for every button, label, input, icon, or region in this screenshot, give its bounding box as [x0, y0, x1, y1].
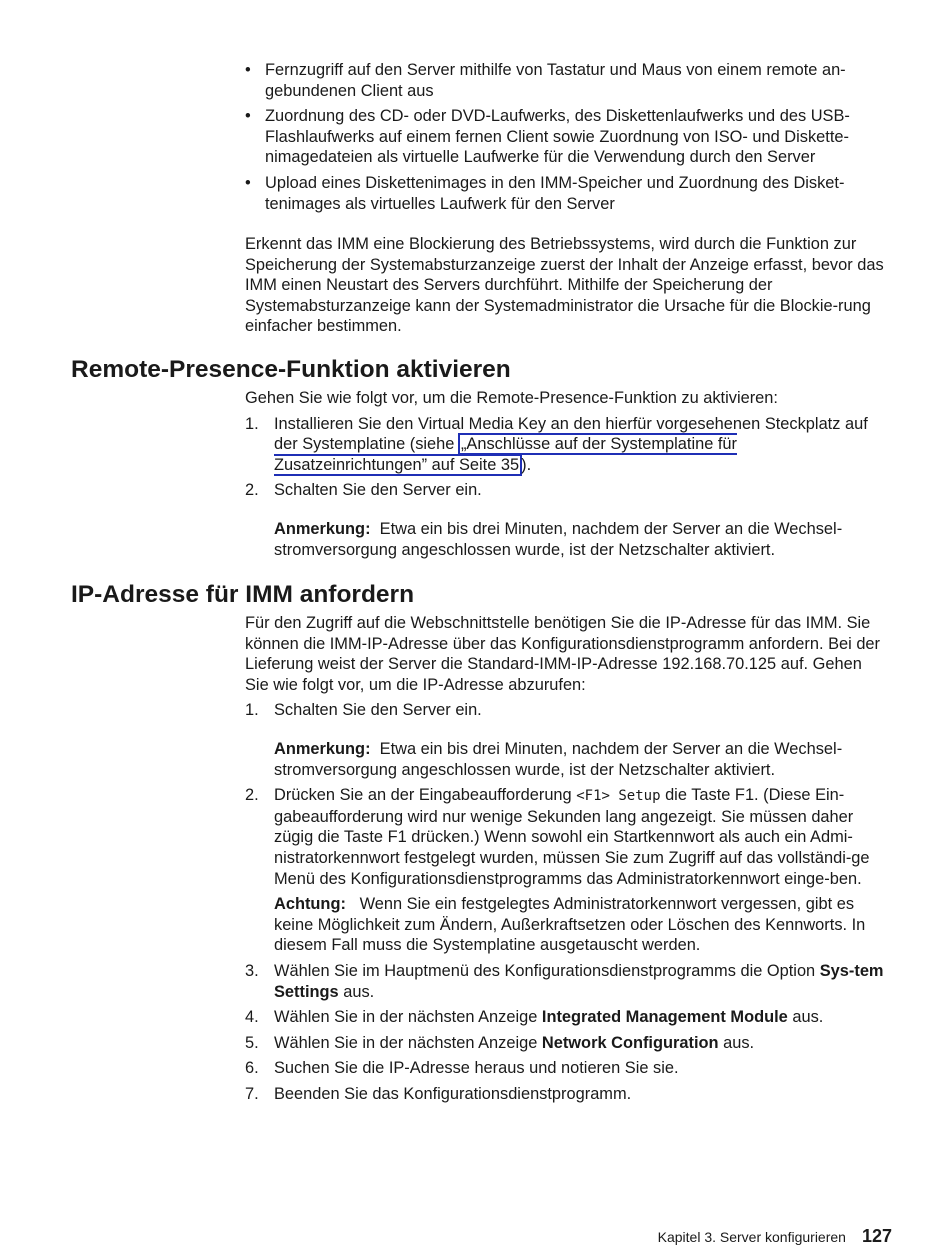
section-heading-remote-presence: Remote-Presence-Funktion aktivieren — [71, 356, 511, 383]
step-number: 2. — [245, 481, 259, 500]
menu-option: Integrated Management Module — [541, 1008, 788, 1027]
step-number: 4. — [245, 1008, 259, 1027]
bullet-icon: • — [245, 61, 251, 79]
note-text: Etwa ein bis drei Minuten, nachdem der Server an die Wechsel-stromversorgung angeschlossen wurde, ist der Netzschalter aktiviert. — [274, 739, 843, 779]
section-remote-presence — [245, 388, 893, 565]
step-text: Suchen Sie die IP-Adresse heraus und notieren Sie sie. — [274, 1059, 679, 1078]
bullet-text: Fernzugriff auf den Server mithilfe von Tastatur und Maus von einem remote an-gebundenen Client aus — [265, 61, 846, 100]
list-item — [245, 700, 893, 780]
list-item — [245, 414, 889, 476]
bullet-text: Zuordnung des CD- oder DVD-Laufwerks, des Diskettenlaufwerks und des USB-Flashlaufwerks auf einem fernen Client sowie Zuordnung von ISO- und Diskette-nimagedateien als virtuelle Laufwerke für die Verwendung durch den Server — [265, 107, 850, 167]
step-number: 2. — [245, 786, 259, 805]
list-item — [245, 60, 885, 101]
step-text-end: ). — [521, 455, 532, 474]
note-label: Anmerkung: — [274, 519, 371, 538]
feature-bullet-list — [245, 60, 893, 219]
chapter-title: Kapitel 3. Server konfigurieren — [657, 1229, 846, 1245]
section-ip-address — [245, 613, 893, 1109]
section-lead: Für den Zugriff auf die Webschnittstelle benötigen Sie die IP-Adresse für das IMM. Sie können die IMM-IP-Adresse über das Konfigurationsdienstprogramm anfordern. Bei der Lieferung weist der Server die Standard-IMM-IP-Adresse 192.168.70.125 auf. Gehen Sie wie folgt vor, um die IP-Adresse abzurufen: — [245, 614, 881, 694]
step-text: Beenden Sie das Konfigurationsdienstprogramm. — [274, 1084, 632, 1103]
caution-text: Wenn Sie ein festgelegtes Administratorkennwort vergessen, gibt es keine Möglichkeit zum Ändern, Außerkraftsetzen oder Löschen des Kennworts. In diesem Fall muss die Systemplatine ausgetauscht werden. — [274, 895, 866, 955]
list-item — [245, 785, 890, 956]
bullet-icon: • — [245, 173, 251, 192]
step-text: Wählen Sie in der nächsten Anzeige — [274, 1008, 542, 1027]
step-text: Drücken Sie an der Eingabeaufforderung — [274, 786, 577, 805]
list-item — [245, 1033, 893, 1054]
page-number: 127 — [861, 1226, 892, 1246]
section-heading-ip-address: IP-Adresse für IMM anfordern — [71, 581, 415, 608]
list-item — [245, 480, 893, 560]
step-number: 5. — [245, 1033, 259, 1052]
note-block — [274, 519, 886, 560]
step-number: 3. — [245, 961, 259, 980]
steps-list — [245, 700, 893, 1104]
note-label: Anmerkung: — [274, 739, 371, 758]
step-text: Schalten Sie den Server ein. — [274, 481, 482, 500]
step-text: Wählen Sie in der nächsten Anzeige — [274, 1033, 542, 1052]
step-text-end: aus. — [787, 1008, 824, 1027]
step-text: Schalten Sie den Server ein. — [274, 701, 482, 720]
list-item — [245, 1058, 893, 1079]
step-text-end: aus. — [718, 1033, 755, 1052]
page-footer — [658, 1226, 892, 1248]
list-item — [245, 1084, 893, 1105]
step-number: 1. — [245, 414, 259, 433]
bullet-icon: • — [245, 107, 251, 126]
list-item — [245, 106, 885, 168]
menu-option: Sys-tem Settings — [274, 961, 884, 1001]
caution-label: Achtung: — [274, 895, 346, 914]
note-text: Etwa ein bis drei Minuten, nachdem der Server an die Wechsel-stromversorgung angeschlossen wurde, ist der Netzschalter aktiviert. — [274, 519, 843, 559]
section-lead: Gehen Sie wie folgt vor, um die Remote-Presence-Funktion zu aktivieren: — [245, 389, 778, 407]
cross-reference-link[interactable]: „Anschlüsse auf der Systemplatine für Zusatzeinrichtungen” auf Seite 35 — [274, 435, 737, 474]
list-item — [245, 1007, 893, 1028]
step-number: 6. — [245, 1059, 259, 1078]
menu-option: Network Configuration — [541, 1033, 719, 1052]
list-item — [245, 961, 890, 1002]
bullet-text: Upload eines Diskettenimages in den IMM-Speicher und Zuordnung des Disket-tenimages als virtuelles Laufwerk für den Server — [265, 173, 845, 213]
step-number: 1. — [245, 701, 259, 720]
step-text-end: die Taste F1. (Diese Ein-gabeaufforderung wird nur wenige Sekunden lang angezeigt. Sie müssen daher zügig die Taste F1 drücken.) Wenn sowohl ein Startkennwort als auch ein Admi-nistratorkennwort festgelegt wurden, müssen Sie zum Zugriff auf das vollständi-ge Menü des Konfigurationsdienstprogramms das Administratorkennwort einge-ben. — [274, 786, 870, 888]
step-number: 7. — [245, 1084, 259, 1103]
step-text: Installieren Sie den Virtual Media Key an den hierfür vorgesehenen Steckplatz auf der Systemplatine (siehe — [274, 414, 868, 454]
intro-paragraph: Erkennt das IMM eine Blockierung des Betriebssystems, wird durch die Funktion zur Speicherung der Systemabsturzanzeige zuerst der Inhalt der Anzeige erfasst, bevor das IMM einen Neustart des Servers durchführt. Mithilfe der Speicherung der Systemabsturzanzeige kann der Systemadministrator die Ursache für die Blockie-rung einfacher bestimmen. — [245, 235, 884, 336]
caution-block — [274, 894, 890, 956]
steps-list — [245, 414, 893, 561]
note-block — [274, 739, 886, 780]
step-text-end: aus. — [338, 982, 375, 1001]
step-text: Wählen Sie im Hauptmenü des Konfigurationsdienstprogramms die Option — [274, 961, 820, 980]
list-item — [245, 173, 885, 214]
code-text: <F1> Setup — [576, 788, 661, 805]
